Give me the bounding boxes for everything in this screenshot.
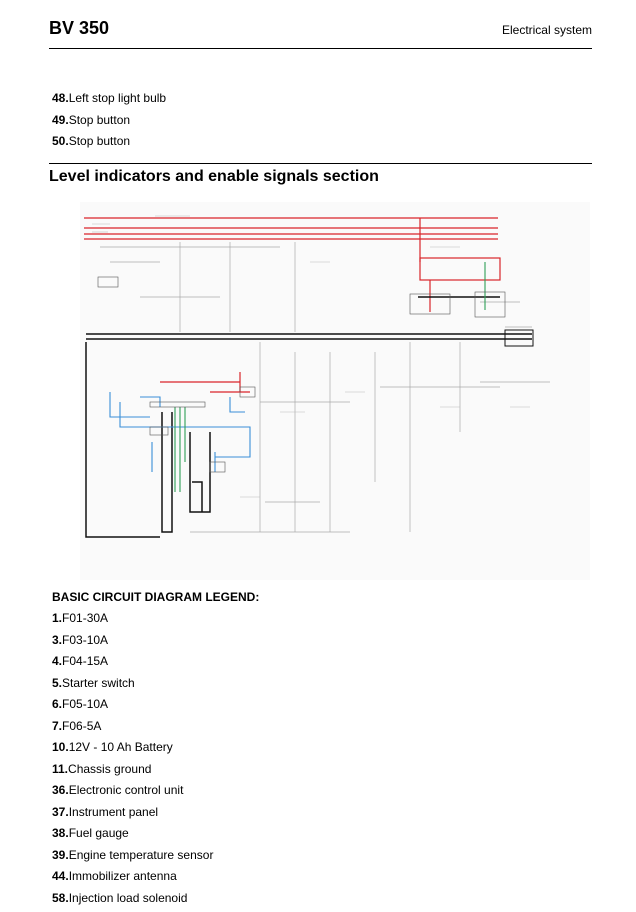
- document-title: BV 350: [49, 18, 110, 38]
- legend-item: 38.Fuel gauge: [52, 826, 129, 840]
- legend-item: 37.Instrument panel: [52, 804, 159, 819]
- top-list: [52, 88, 166, 153]
- list-item: 48.Left stop light bulb: [52, 91, 167, 105]
- legend-item: 6.F05-10A: [52, 697, 109, 711]
- legend-item: 5.Starter switch: [52, 675, 135, 690]
- section-label: Electrical system: [501, 23, 592, 37]
- red-bus-lines: [84, 218, 500, 392]
- black-wiring: [86, 297, 533, 537]
- list-item: 50.Stop button: [52, 134, 131, 148]
- legend-item: 7.F06-5A: [52, 718, 102, 733]
- header-rule: [49, 48, 592, 49]
- wiring-diagram: [80, 202, 590, 580]
- legend-item: 36.Electronic control unit: [52, 783, 184, 797]
- components: [98, 277, 505, 472]
- legend-item: 10.12V - 10 Ah Battery: [52, 740, 173, 754]
- legend-item: 39.Engine temperature sensor: [52, 847, 214, 862]
- legend-item: 11.Chassis ground: [52, 761, 152, 776]
- legend-list: [52, 608, 213, 909]
- legend-item: 44.Immobilizer antenna: [52, 869, 177, 883]
- legend-item: 3.F03-10A: [52, 632, 109, 647]
- legend-title: BASIC CIRCUIT DIAGRAM LEGEND:: [52, 590, 260, 604]
- gray-wiring: [100, 242, 550, 532]
- legend-item: 4.F04-15A: [52, 654, 109, 668]
- list-item: 49.Stop button: [52, 112, 131, 127]
- section-heading: Level indicators and enable signals section: [49, 168, 379, 185]
- legend-item: 1.F01-30A: [52, 611, 109, 625]
- legend-item: 58.Injection load solenoid: [52, 890, 188, 905]
- section-rule: [49, 163, 592, 164]
